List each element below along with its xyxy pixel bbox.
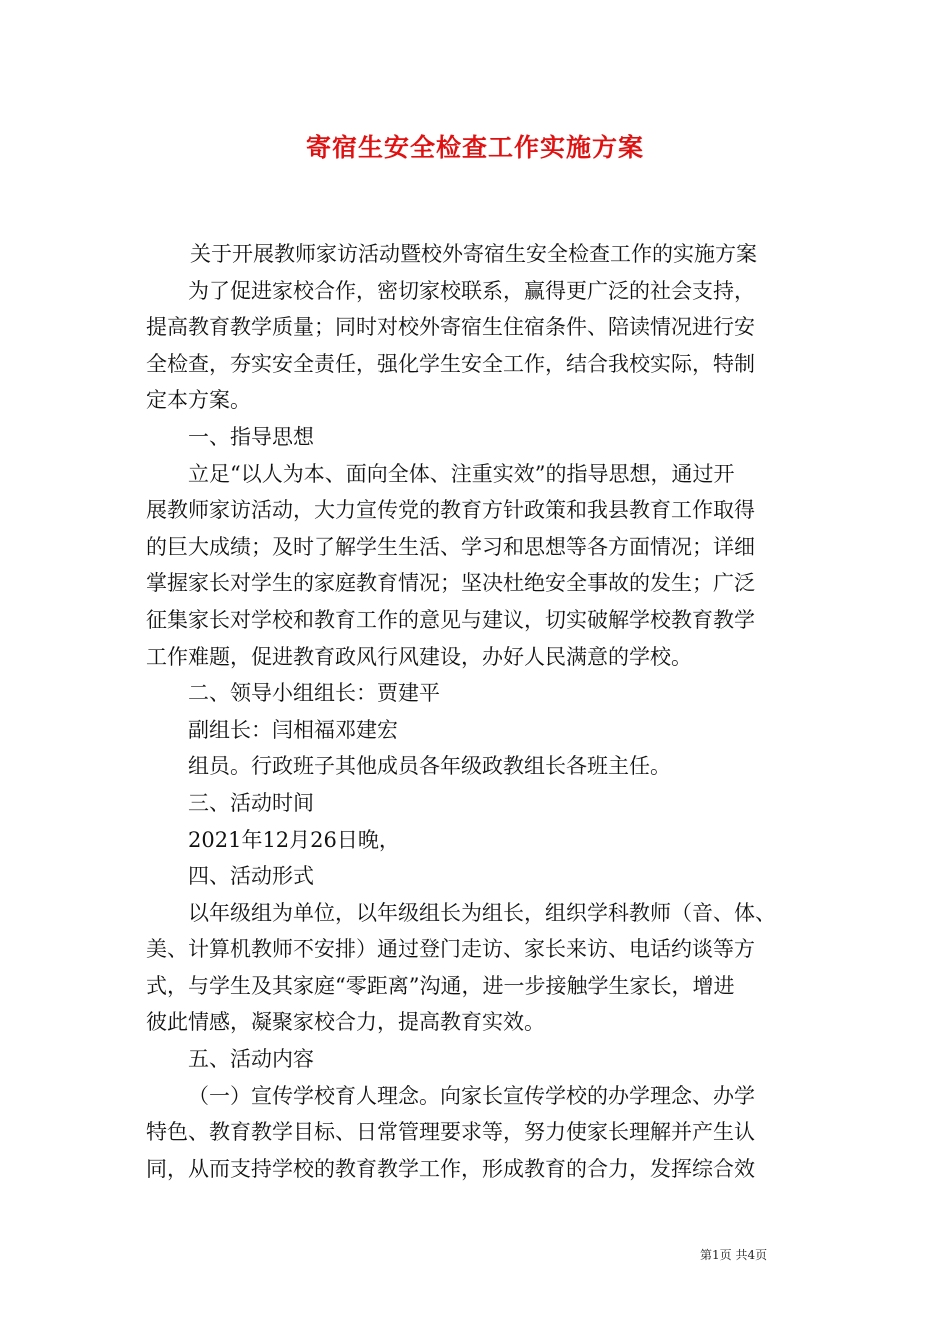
paragraph-line: 征集家长对学校和教育工作的意见与建议，切实破解学校教育教学: [146, 607, 755, 632]
paragraph-line: 组员。行政班子其他成员各年级政教组长各班主任。: [188, 754, 671, 779]
paragraph-line: 全检查，夯实安全责任，强化学生安全工作，结合我校实际，特制: [146, 351, 755, 376]
paragraph-line: 特色、教育教学目标、日常管理要求等，努力使家长理解并产生认: [146, 1120, 755, 1145]
page-number: 第1页 共4页: [700, 1248, 768, 1262]
paragraph-line: 立足“以人为本、面向全体、注重实效”的指导思想，通过开: [188, 461, 735, 486]
paragraph-line: 掌握家长对学生的家庭教育情况；坚决杜绝安全事故的发生；广泛: [146, 571, 755, 596]
section-heading: 三、活动时间: [188, 790, 314, 815]
document-body: [146, 236, 806, 1187]
section-heading: 二、领导小组组长：贾建平: [188, 681, 440, 706]
section-heading: 四、活动形式: [188, 864, 314, 889]
paragraph-line: （一）宣传学校育人理念。向家长宣传学校的办学理念、办学: [188, 1083, 755, 1108]
paragraph-line: 为了促进家校合作，密切家校联系，赢得更广泛的社会支持，: [188, 278, 755, 303]
paragraph-line: 定本方案。: [146, 388, 251, 413]
paragraph-line: 彼此情感，凝聚家校合力，提高教育实效。: [146, 1010, 545, 1035]
paragraph-line: 2021年12月26日晚，: [188, 827, 400, 852]
document-subtitle: 关于开展教师家访活动暨校外寄宿生安全检查工作的实施方案: [190, 242, 757, 266]
paragraph-line: 提高教育教学质量；同时对校外寄宿生住宿条件、陪读情况进行安: [146, 315, 755, 340]
paragraph-line: 副组长：闫相福邓建宏: [188, 717, 398, 742]
section-heading: 一、指导思想: [188, 424, 314, 449]
section-heading: 五、活动内容: [188, 1047, 314, 1072]
paragraph-line: 美、计算机教师不安排）通过登门走访、家长来访、电话约谈等方: [146, 937, 755, 962]
paragraph-line: 式，与学生及其家庭“零距离”沟通，进一步接触学生家长，增进: [146, 973, 735, 998]
paragraph-line: 工作难题，促进教育政风行风建设，办好人民满意的学校。: [146, 644, 692, 669]
paragraph-line: 展教师家访活动，大力宣传党的教育方针政策和我县教育工作取得: [146, 498, 755, 523]
paragraph-line: 以年级组为单位，以年级组长为组长，组织学科教师（音、体、: [188, 900, 776, 925]
document-title: 寄宿生安全检查工作实施方案: [305, 133, 644, 162]
paragraph-line: 的巨大成绩；及时了解学生生活、学习和思想等各方面情况；详细: [146, 534, 755, 559]
paragraph-line: 同，从而支持学校的教育教学工作，形成教育的合力，发挥综合效: [146, 1156, 755, 1181]
